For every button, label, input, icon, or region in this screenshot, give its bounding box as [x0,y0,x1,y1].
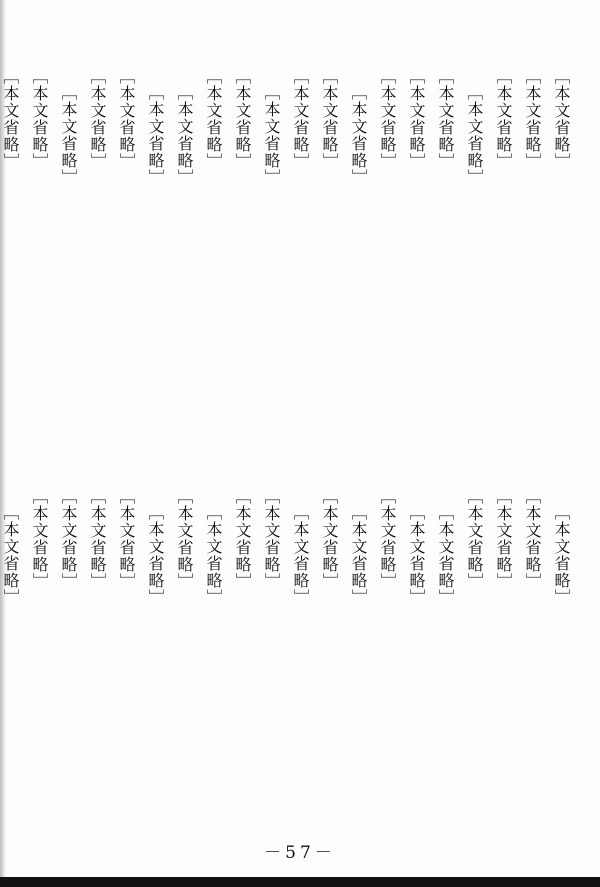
text-column: ［本文省略］ [320,68,339,170]
text-column: ［本文省略］ [175,84,194,186]
text-column: ［本文省略］ [30,488,49,590]
text-column: ［本文省略］ [378,488,397,590]
text-column: ［本文省略］ [349,84,368,186]
text-column: ［本文省略］ [30,68,49,170]
page-number: －57－ [264,843,336,863]
text-block-bottom [1,488,576,818]
text-column: ［本文省略］ [465,488,484,590]
text-column: ［本文省略］ [204,68,223,170]
text-column: ［本文省略］ [146,504,165,606]
text-column: ［本文省略］ [59,84,78,186]
text-column: ［本文省略］ [146,84,165,186]
text-column: ［本文省略］ [262,488,281,590]
text-column: ［本文省略］ [465,84,484,186]
text-column: ［本文省略］ [494,488,513,590]
text-column: ［本文省略］ [233,68,252,170]
text-column: ［本文省略］ [117,68,136,170]
text-column: ［本文省略］ [291,504,310,606]
text-column: ［本文省略］ [204,504,223,606]
text-column: ［本文省略］ [59,488,78,590]
text-column: ［本文省略］ [88,68,107,170]
text-column: ［本文省略］ [1,68,20,170]
text-column: ［本文省略］ [1,504,20,606]
text-column: ［本文省略］ [552,68,571,170]
text-column: ［本文省略］ [233,488,252,590]
text-column: ［本文省略］ [117,488,136,590]
text-column: ［本文省略］ [88,488,107,590]
text-column: ［本文省略］ [523,488,542,590]
text-block-top [1,68,576,398]
text-column: ［本文省略］ [523,68,542,170]
text-column: ［本文省略］ [436,68,455,170]
text-column: ［本文省略］ [378,68,397,170]
text-column: ［本文省略］ [262,84,281,186]
text-column: ［本文省略］ [320,488,339,590]
text-column: ［本文省略］ [552,504,571,606]
text-column: ［本文省略］ [291,68,310,170]
text-column: ［本文省略］ [349,504,368,606]
scan-border-bottom [0,877,600,887]
text-column: ［本文省略］ [175,488,194,590]
text-column: ［本文省略］ [494,68,513,170]
text-column: ［本文省略］ [407,68,426,170]
text-column: ［本文省略］ [407,504,426,606]
text-column: ［本文省略］ [436,504,455,606]
